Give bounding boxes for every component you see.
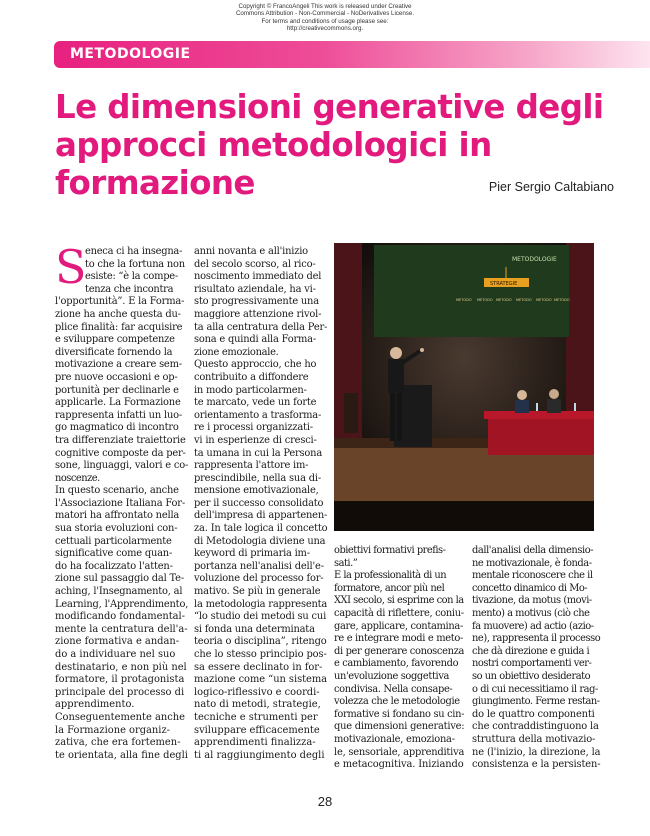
text-line: mazione come “un sistema (194, 674, 327, 686)
text-line: portunità per declinarle e (55, 384, 179, 396)
speaker-figure (390, 347, 402, 359)
text-line: mentale riconoscere che il (472, 570, 593, 582)
text-line: re i processi organizzati- (194, 422, 313, 434)
text-line: applicarle. La Formazione (55, 397, 181, 409)
text-line: te marcato, vede un forte (194, 397, 317, 409)
text-line: o di cui necessitiamo il rag- (472, 683, 598, 695)
text-line: mento) a motivus (ciò che (472, 607, 590, 619)
text-line: E la professionalità di un (334, 570, 447, 582)
text-line: ne (l'inizio, la direzione, la (472, 746, 601, 758)
text-line: per il successo consolidato (194, 497, 324, 509)
text-line: diversificate fornendo la (55, 346, 173, 358)
text-line: tra differenziate traiettorie (55, 434, 186, 446)
text-line: zione ha anche questa du- (55, 308, 181, 320)
slide-box: STRATEGIE (490, 281, 518, 287)
text-column-1 (55, 240, 189, 762)
text-line: noscimento immediato del (194, 271, 322, 283)
text-line: do a individuare nel suo (55, 649, 176, 660)
text-line: modificando fondamental- (55, 611, 185, 623)
text-line: mativo. Se più in generale (194, 586, 321, 598)
text-line: tecniche e strumenti per (194, 711, 318, 723)
text-line: ne motivazionale, è fonda- (472, 557, 592, 569)
text-line: si fonda una determinata (194, 623, 315, 635)
slide-item: METODO (516, 298, 532, 302)
text-line: la metodologia rappresenta (194, 598, 328, 610)
text-line: rappresenta infatti un luo- (55, 409, 183, 421)
text-line: di Metodologia diviene una (194, 535, 326, 547)
text-line: maggiore attenzione rivol- (194, 308, 322, 320)
text-line: keyword di primaria im- (194, 548, 310, 560)
text-line: Conseguentemente anche (55, 711, 185, 723)
conference-photo (334, 243, 594, 531)
copyright-line: Commons Attribution - Non-Commercial - NoDerivatives License. (235, 10, 415, 18)
text-line: so un obiettivo desiderato (472, 670, 591, 682)
text-line: sone, linguaggi, valori e co- (55, 460, 189, 472)
text-line: zione emozionale. (194, 346, 279, 358)
text-line: prescindibile, nella sua di- (194, 472, 322, 484)
text-line: sati.” (334, 557, 358, 569)
text-line: un'evoluzione soggettiva (334, 670, 450, 682)
text-line: teoria o disciplina”, ritengo (194, 636, 327, 648)
text-line: che dà direzione e guida i (472, 645, 590, 657)
text-line: risultato aziendale, ha vi- (194, 283, 316, 295)
author-name: Pier Sergio Caltabiano (488, 180, 614, 194)
text-line: concetto dinamico di Mo- (472, 582, 588, 594)
text-line: la Formazione organiz- (55, 724, 170, 736)
text-line: tivazione, da motus (movi- (472, 595, 592, 607)
text-line: zione sul passaggio dal Te- (55, 573, 184, 585)
text-line: za. In tale logica il concetto (194, 523, 328, 535)
text-line: vi in esperienze di cresci- (194, 434, 317, 446)
text-line: tenza che incontra (85, 283, 174, 295)
text-line: di per generare conoscenza (334, 645, 464, 657)
text-line: voluzione del processo for- (194, 573, 324, 585)
text-line: capacità di riflettere, coniu- (334, 607, 464, 619)
slide-title: METODOLOGIE (512, 256, 557, 263)
slide-item: METODO (554, 298, 570, 302)
text-line: e cambiamento, favorendo (334, 658, 459, 670)
text-line: mente la centratura dell'a- (55, 623, 188, 635)
text-line: che lo stesso principio pos- (194, 649, 327, 660)
section-label: METODOLOGIE (70, 46, 191, 62)
text-line: sto progressivamente una (194, 296, 319, 308)
text-line: dell'impresa di appartenen- (194, 510, 328, 522)
text-column-4 (472, 545, 600, 772)
text-line: condivisa. Nella consape- (334, 683, 453, 695)
text-line: zativa, che era fortemen- (55, 737, 181, 749)
text-line: l'opportunità”. E la Forma- (55, 296, 185, 308)
text-line: significative come quan- (55, 548, 173, 560)
text-line: nostri comportamenti ver- (472, 658, 592, 670)
text-line: formative si fondano su cin- (334, 708, 465, 720)
slide-item: METODO (477, 298, 493, 302)
text-line: eneca ci ha insegna- (85, 246, 183, 257)
text-line: orientamento a trasforma- (194, 409, 322, 421)
text-line: re e integrare modi e meto- (334, 633, 464, 645)
text-line: l'Associazione Italiana For- (55, 497, 185, 509)
text-line: cognitive composte da per- (55, 447, 186, 459)
text-line: nato di metodi, strategie, (194, 699, 321, 711)
text-line: cettuali particolarmente (55, 535, 172, 547)
text-line: del secolo scorso, al rico- (194, 258, 316, 270)
title-line: Le dimensioni generative degli (55, 88, 604, 126)
text-line: pre nuove occasioni e op- (55, 371, 178, 383)
text-line: portanza nell'analisi dell'e- (194, 560, 324, 572)
text-line: que dimensioni generative: (334, 721, 465, 733)
text-line: sona e quindi alla Forma- (194, 334, 316, 346)
text-line: apprendimento. (55, 699, 135, 711)
slide-item: METODO (456, 298, 472, 302)
text-line: consistenza e la persisten- (472, 759, 601, 771)
title-line: approcci metodologici in (55, 126, 492, 164)
text-line: go magmatico di incontro (55, 422, 179, 434)
text-line: formatore, ancor più nel (334, 582, 445, 594)
text-line: motivazione a creare sem- (55, 359, 182, 371)
slide-item: METODO (496, 298, 512, 302)
section-banner (54, 41, 650, 68)
text-line: Learning, l'Apprendimento, (55, 598, 189, 610)
text-line: obiettivi formativi prefis- (334, 545, 446, 556)
text-line: ne), rappresenta il processo (472, 633, 601, 645)
text-line: apprendimenti finalizza- (194, 737, 316, 749)
slide-item: METODO (536, 298, 552, 302)
text-line: ti al raggiungimento degli (194, 749, 325, 761)
text-line: XXI secolo, si esprime con la (334, 595, 464, 607)
text-line: in modo particolarmen- (194, 384, 307, 396)
text-line: noscenze. (55, 472, 100, 484)
copyright-notice (200, 3, 450, 32)
text-line: ta umana in cui la Persona (194, 447, 323, 459)
text-line: principale del processo di (55, 686, 185, 698)
text-line: plice finalità: far acquisire (55, 321, 183, 333)
text-line: e metacognitiva. Iniziando (334, 759, 464, 771)
text-line: formatore, il protagonista (55, 674, 185, 686)
text-line: e sviluppare competenze (55, 334, 175, 346)
text-line: In questo scenario, anche (55, 485, 179, 497)
text-line: struttura della motivazio- (472, 733, 596, 745)
text-line: sa essere declinato in for- (194, 661, 323, 673)
text-line: aching, l'Insegnamento, al (55, 586, 183, 598)
text-line: ta alla centratura della Per- (194, 321, 328, 333)
text-line: dall'analisi della dimensio- (472, 545, 594, 556)
copyright-line: http://creativecommons.org. (286, 24, 364, 32)
text-line: mensione emotivazionale, (194, 485, 319, 497)
text-line: motivazionale, emoziona- (334, 733, 455, 745)
text-line: matori ha affrontato nella (55, 510, 180, 522)
text-line: destinatario, e non più nel (55, 661, 187, 673)
copyright-line: Copyright © FrancoAngeli This work is released under Creative (238, 3, 412, 10)
text-line: contribuito a diffondere (194, 371, 309, 383)
text-line: gare, applicare, contamina- (334, 620, 463, 632)
text-line: le, sensoriale, apprenditiva (334, 746, 465, 758)
text-line: giungimento. Ferme restan- (472, 696, 600, 708)
text-line: fa muovere) ad actio (azio- (472, 620, 594, 632)
text-line: rappresenta l'attore im- (194, 460, 309, 472)
text-line: esiste: “è la compe- (85, 271, 178, 283)
text-column-3 (334, 545, 464, 772)
drop-cap: S (55, 240, 87, 294)
page-number: 28 (317, 794, 333, 809)
text-line: volezza che le metodologie (334, 696, 460, 708)
text-line: logico-riflessivo e coordi- (194, 686, 320, 698)
text-line: to che la fortuna non (85, 258, 185, 270)
text-column-2 (194, 246, 327, 762)
text-line: sviluppare efficacemente (194, 724, 320, 736)
copyright-line: For terms and conditions of usage please see: (261, 17, 389, 25)
text-line: te orientata, alla fine degli (55, 749, 188, 761)
title-line: formazione (55, 164, 255, 202)
text-line: che contraddistinguono la (472, 721, 599, 733)
text-line: zione formativa e andan- (55, 636, 180, 648)
text-line: do le quattro componenti (472, 708, 595, 720)
text-line: do ha focalizzato l'atten- (55, 560, 173, 572)
text-line: “lo studio dei metodi su cui (194, 611, 327, 623)
text-line: Questo approccio, che ho (194, 359, 317, 371)
text-line: sua storia evoluzioni con- (55, 523, 178, 535)
text-line: anni novanta e all'inizio (194, 246, 308, 257)
